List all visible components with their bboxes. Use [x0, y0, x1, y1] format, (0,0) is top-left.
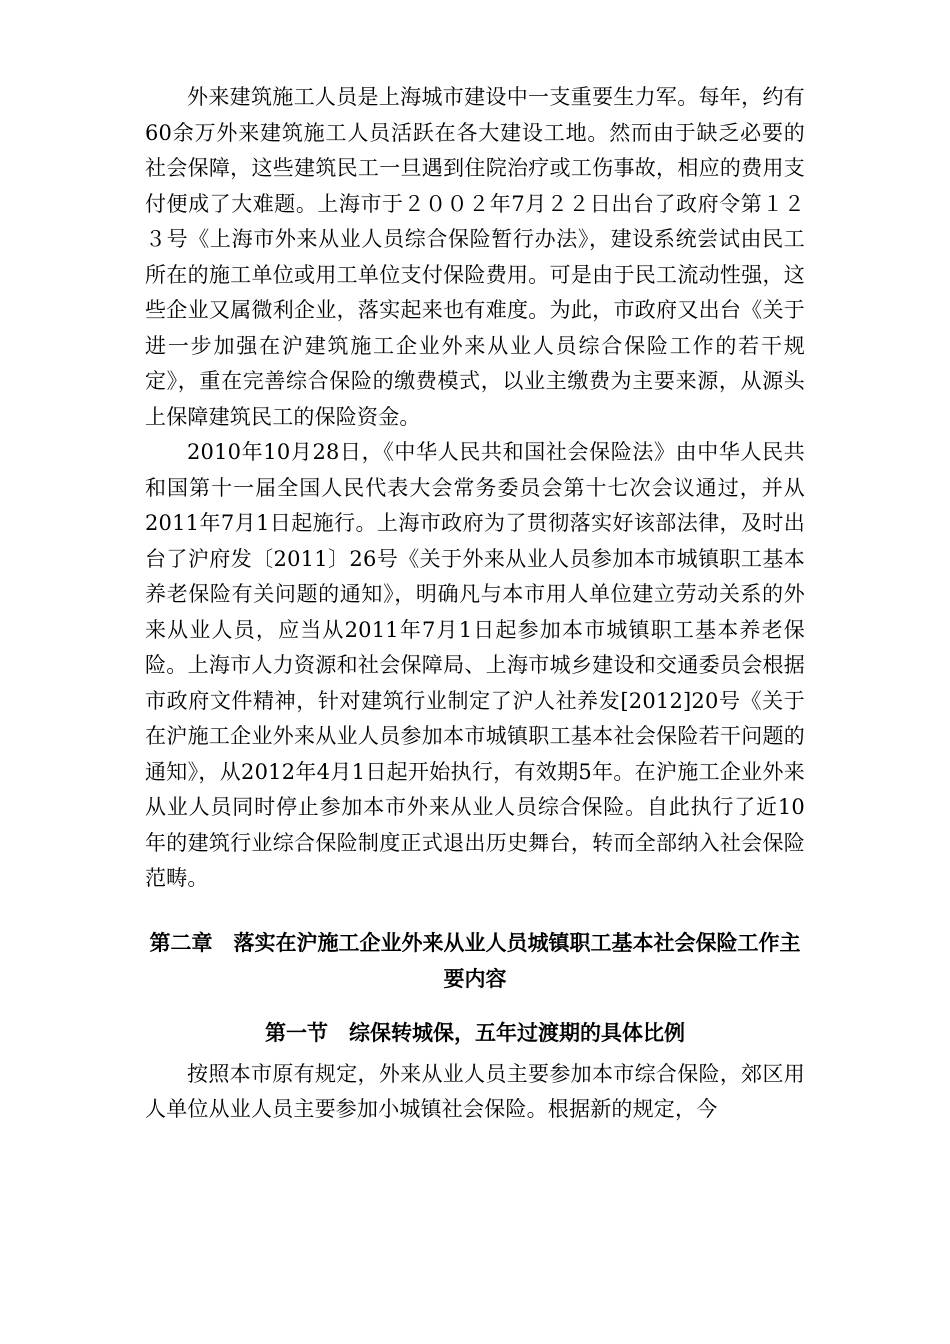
body-paragraph-2: 2010年10月28日，《中华人民共和国社会保险法》由中华人民共和国第十一届全国人民代表大会常务委员会第十七次会议通过，并从2011年7月1日起施行。上海市政府为了贯彻落实好该部法律，及时出台了沪府发〔2011〕26号《关于外来从业人员参加本市城镇职工基本养老保险有关问题的通知》，明确凡与本市用人单位建立劳动关系的外来从业人员，应当从2011年7月1日起参加本市城镇职工基本养老保险。上海市人力资源和社会保障局、上海市城乡建设和交通委员会根据市政府文件精神，针对建筑行业制定了沪人社养发[2012]20号《关于在沪施工企业外来从业人员参加本市城镇职工基本社会保险若干问题的通知》，从2012年4月1日起开始执行，有效期5年。在沪施工企业外来从业人员同时停止参加本市外来从业人员综合保险。自此执行了近10年的建筑行业综合保险制度正式退出历史舞台，转而全部纳入社会保险范畴。	[145, 440, 805, 890]
section-heading: 第一节 综保转城保，五年过渡期的具体比例	[265, 1020, 685, 1045]
body-paragraph-3: 按照本市原有规定，外来从业人员主要参加本市综合保险，郊区用人单位从业人员主要参加小城镇社会保险。根据新的规定，今	[145, 1061, 805, 1121]
document-page	[145, 80, 805, 1128]
body-paragraph-1: 外来建筑施工人员是上海城市建设中一支重要生力军。每年，约有60余万外来建筑施工人员活跃在各大建设工地。然而由于缺乏必要的社会保障，这些建筑民工一旦遇到住院治疗或工伤事故，相应的费用支付便成了大难题。上海市于２００２年7月２２日出台了政府令第１２３号《上海市外来从业人员综合保险暂行办法》，建设系统尝试由民工所在的施工单位或用工单位支付保险费用。可是由于民工流动性强，这些企业又属微利企业，落实起来也有难度。为此，市政府又出台《关于进一步加强在沪建筑施工企业外来从业人员综合保险工作的若干规定》，重在完善综合保险的缴费模式，以业主缴费为主要来源，从源头上保障建筑民工的保险资金。	[145, 85, 805, 429]
chapter-heading: 第二章 落实在沪施工企业外来从业人员城镇职工基本社会保险工作主要内容	[149, 930, 801, 991]
